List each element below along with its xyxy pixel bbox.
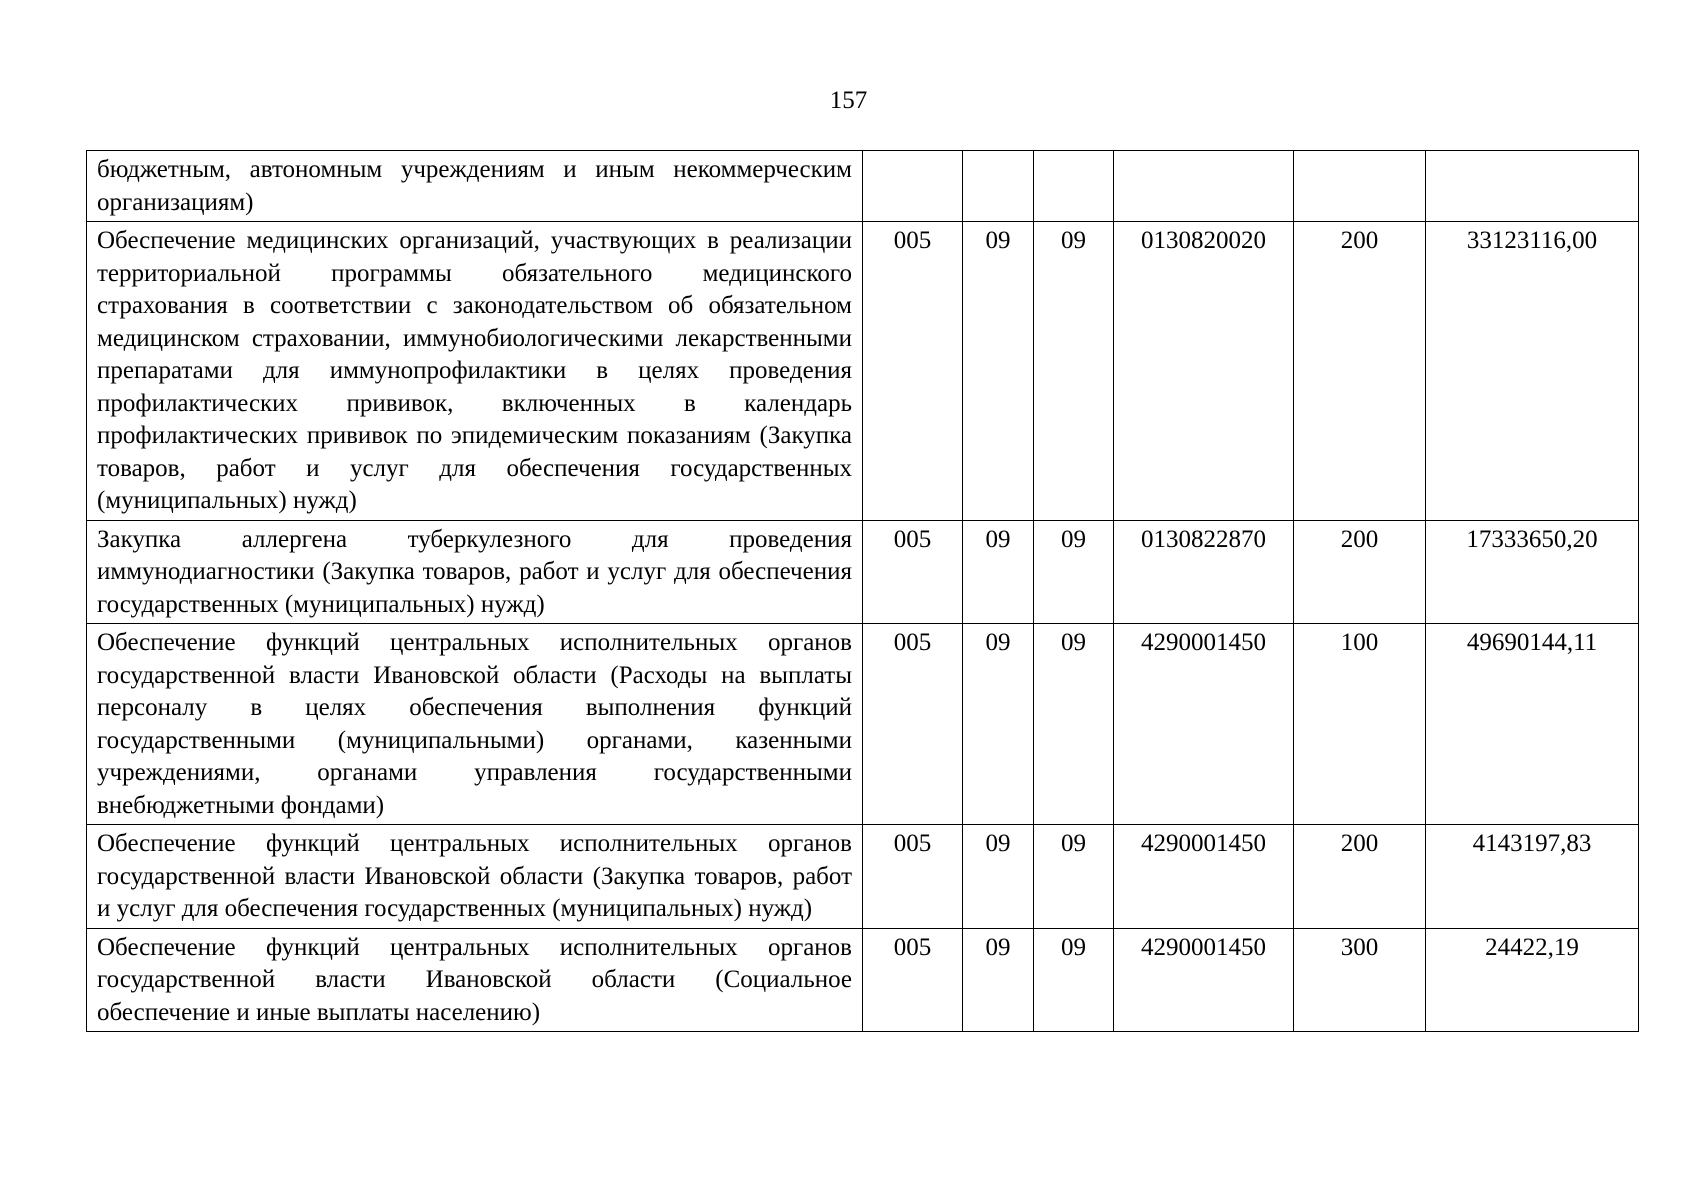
admin-code-cell: 005 xyxy=(863,624,963,825)
amount-cell: 49690144,11 xyxy=(1426,624,1639,825)
row-description: Закупка аллергена туберкулезного для проведения иммунодиагностики (Закупка товаров, работ и услуг для обеспечения государственных (муниципальных) нужд) xyxy=(87,520,863,624)
row-description: Обеспечение функций центральных исполнительных органов государственной власти Ивановской области (Закупка товаров, работ и услуг для обеспечения государственных (муниципальных) нужд) xyxy=(87,825,863,929)
row-description: Обеспечение медицинских организаций, участвующих в реализации территориальной программы обязательного медицинского страхования в соответствии с законодательством об обязательном медицинском страховании, иммунобиологическими лекарственными препаратами для иммунопрофилактики в целях проведения профилактических прививок, включенных в календарь профилактических прививок по эпидемическим показаниям (Закупка товаров, работ и услуг для обеспечения государственных (муниципальных) нужд) xyxy=(87,222,863,521)
target-code-cell: 4290001450 xyxy=(1114,825,1294,929)
section-code-cell: 09 xyxy=(963,520,1034,624)
admin-code-cell: 005 xyxy=(863,928,963,1032)
target-code-cell: 0130820020 xyxy=(1114,222,1294,521)
admin-code-cell: 005 xyxy=(863,222,963,521)
expense-type-cell: 100 xyxy=(1294,624,1426,825)
budget-table xyxy=(86,150,1639,1032)
table-row xyxy=(87,222,1639,521)
table-row xyxy=(87,928,1639,1032)
subsection-code-cell: 09 xyxy=(1034,520,1114,624)
target-code-cell xyxy=(1114,151,1294,222)
section-code-cell xyxy=(963,151,1034,222)
expense-type-cell: 200 xyxy=(1294,222,1426,521)
table-row xyxy=(87,151,1639,222)
target-code-cell: 4290001450 xyxy=(1114,624,1294,825)
amount-cell: 24422,19 xyxy=(1426,928,1639,1032)
amount-cell: 33123116,00 xyxy=(1426,222,1639,521)
admin-code-cell xyxy=(863,151,963,222)
amount-cell xyxy=(1426,151,1639,222)
amount-cell: 4143197,83 xyxy=(1426,825,1639,929)
table-row xyxy=(87,825,1639,929)
row-description: Обеспечение функций центральных исполнительных органов государственной власти Ивановской области (Социальное обеспечение и иные выплаты населению) xyxy=(87,928,863,1032)
table-row xyxy=(87,624,1639,825)
table-row xyxy=(87,520,1639,624)
page-number: 157 xyxy=(829,87,868,114)
subsection-code-cell: 09 xyxy=(1034,624,1114,825)
section-code-cell: 09 xyxy=(963,624,1034,825)
section-code-cell: 09 xyxy=(963,825,1034,929)
amount-cell: 17333650,20 xyxy=(1426,520,1639,624)
admin-code-cell: 005 xyxy=(863,825,963,929)
subsection-code-cell xyxy=(1034,151,1114,222)
subsection-code-cell: 09 xyxy=(1034,928,1114,1032)
row-description: бюджетным, автономным учреждениям и иным некоммерческим организациям) xyxy=(87,151,863,222)
section-code-cell: 09 xyxy=(963,222,1034,521)
target-code-cell: 4290001450 xyxy=(1114,928,1294,1032)
expense-type-cell xyxy=(1294,151,1426,222)
admin-code-cell: 005 xyxy=(863,520,963,624)
subsection-code-cell: 09 xyxy=(1034,222,1114,521)
target-code-cell: 0130822870 xyxy=(1114,520,1294,624)
row-description: Обеспечение функций центральных исполнительных органов государственной власти Ивановской области (Расходы на выплаты персоналу в целях обеспечения выполнения функций государственными (муниципальными) органами, казенными учреждениями, органами управления государственными внебюджетными фондами) xyxy=(87,624,863,825)
expense-type-cell: 200 xyxy=(1294,825,1426,929)
expense-type-cell: 300 xyxy=(1294,928,1426,1032)
section-code-cell: 09 xyxy=(963,928,1034,1032)
subsection-code-cell: 09 xyxy=(1034,825,1114,929)
expense-type-cell: 200 xyxy=(1294,520,1426,624)
